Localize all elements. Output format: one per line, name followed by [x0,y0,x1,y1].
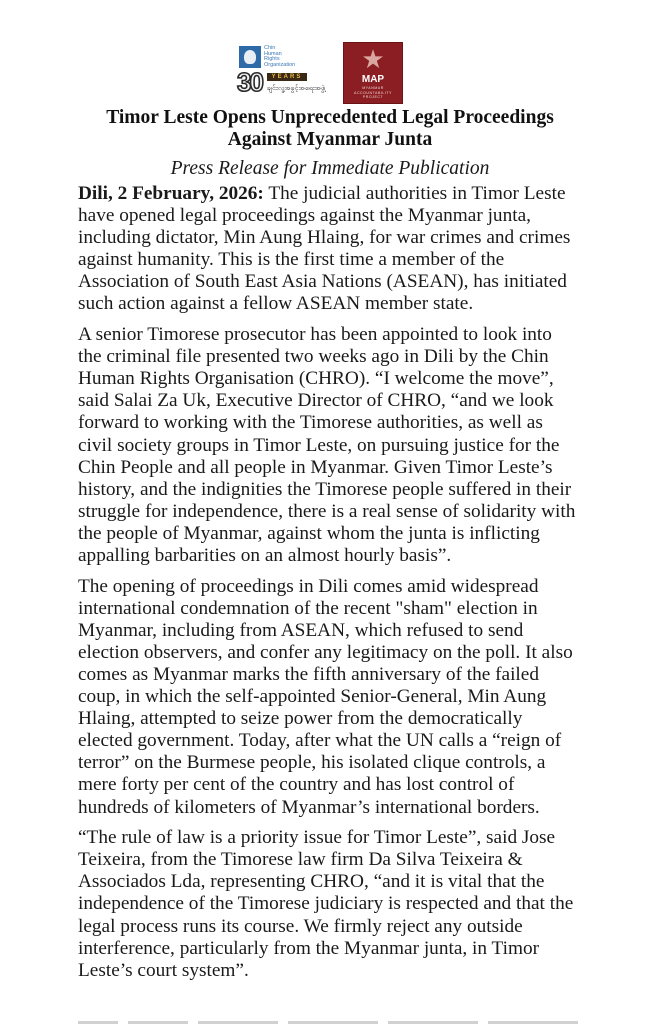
chro-burmese-name: ချင်းလူ့အခွင့်အရေးအဖွဲ့ [267,84,325,92]
chro-emblem-icon [239,46,261,68]
map-logo [343,42,403,104]
anniversary-word: YEARS [267,73,307,81]
anniversary-number: 30 [237,67,262,97]
chro-30-years-logo [237,44,335,100]
paragraph-prosecutor: A senior Timorese prosecutor has been appointed to look into the criminal file presented two weeks ago in Dili by the Chin Human Rights Organisation (CHRO). “I welcome the move”, said Salai Za Uk, Executive Director of CHRO, “and we look forward to working with the Timorese authorities, as well as civil society groups in Timor Leste, on pursuing justice for the Chin People and all people in Myanmar. Given Timor Leste’s history, and the indignities the Timorese people suffered in their struggle for independence, there is a real sense of solidarity with the people of Myanmar, against whom the junta is inflicting appalling barbarities on an almost hourly basis”. [78,324,576,566]
paragraph-dateline: Dili, 2 February, 2026: The judicial authorities in Timor Leste have opened legal proceedings against the Myanmar junta, including dictator, Min Aung Hlaing, for war crimes and crimes against humanity. This is the first time a member of the Association of South East Asia Nations (ASEAN), has initiated such action against a fellow ASEAN member state. [78,183,571,315]
map-logo-title: MAP [361,74,385,85]
headline-line: Timor Leste Opens Unprecedented Legal Proceedings [106,107,554,128]
headline-line: Against Myanmar Junta [227,129,433,150]
article-body [78,183,618,990]
star-icon: ★ [361,45,385,74]
paragraph-rule-of-law: “The rule of law is a priority issue for Timor Leste”, said Jose Teixeira, from the Timorese law firm Da Silva Teixeira & Associados Lda, representing CHRO, “and it is vital that the independence of the Timorese judiciary is respected and that the legal process runs its course. We firmly reject any outside interference, particularly from the Myanmar junta, in Timor Leste’s court system”. [78,827,574,981]
truncated-next-line [78,1016,578,1026]
headline [60,107,600,151]
header-logos [237,42,407,102]
map-logo-subtitle: MYANMAR ACCOUNTABILITY PROJECT [354,86,392,99]
dateline: Dili, 2 February, 2026: [78,183,264,204]
subheadline: Press Release for Immediate Publication [170,158,490,179]
chro-org-name: Chin Human Rights Organization [264,45,296,68]
paragraph-condemnation: The opening of proceedings in Dili comes amid widespread international condemnation of the recent "sham" election in Myanmar, including from ASEAN, which refused to send election observers, and confer any legitimacy on the poll. It also comes as Myanmar marks the fifth anniversary of the failed coup, in which the self-appointed Senior-General, Min Aung Hlaing, attempted to seize power from the democratically elected government. Today, after what the UN calls a “reign of terror” on the Burmese people, his isolated clique controls, a mere forty per cent of the country and has lost control of hundreds of kilometers of Myanmar’s international borders. [78,575,573,818]
